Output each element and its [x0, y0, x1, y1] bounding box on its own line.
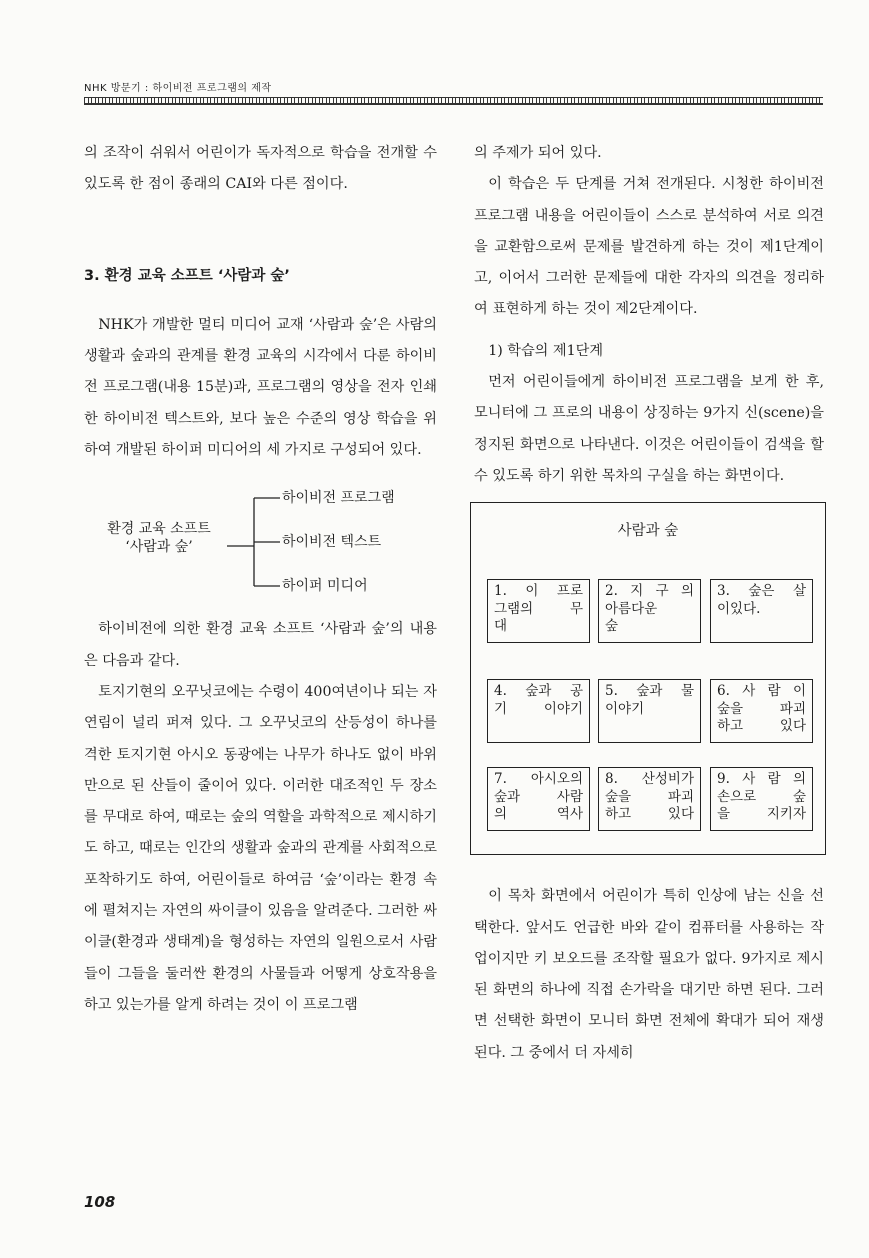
contents-cell-7: 7. 아시오의 숲과 사람 의 역사	[487, 767, 590, 831]
contents-screen-title: 사람과 숲	[617, 523, 679, 540]
paragraph-theme: 의 주제가 되어 있다.	[474, 145, 602, 161]
contents-cell-5: 5. 숲과 물 이야기	[598, 679, 701, 743]
right-column	[474, 138, 824, 1069]
section-heading: 3. 환경 교육 소프트 ‘사람과 숲’	[84, 267, 290, 284]
running-head: NHK 방문기 : 하이비전 프로그램의 제작	[84, 83, 272, 94]
contents-cell-8: 8. 산성비가 숲을 파괴 하고 있다	[598, 767, 701, 831]
paragraph-contents-selection: 이 목차 화면에서 어린이가 특히 인상에 남는 신을 선택한다. 앞서도 언급한 바와 같이 컴퓨터를 사용하는 작업이지만 키 보오드를 조작할 필요가 없다. 9가지로 제시된 화면의 하나에 직접 손가락을 대기만 하면 된다. 그러면 선택한 화면이 모니터 화면 전체에 확대가 되어 재생된다. 그 중에서 더 자세히	[474, 888, 824, 1061]
paragraph-content-intro: 하이비전에 의한 환경 교육 소프트 ‘사람과 숲’의 내용은 다음과 같다.	[84, 621, 437, 669]
paragraph-content-body: 토지기현의 오꾸닛코에는 수령이 400여년이나 되는 자연림이 널리 퍼져 있다. 그 오꾸닛코의 산등성이 하나를 격한 토지기현 아시오 동광에는 나무가 하나도 없이 바위만으로 된 산들이 줄이어 있다. 이러한 대조적인 두 장소를 무대로 하여, 때로는 숲의 역할을 과학적으로 제시하기도 하고, 때로는 인간의 생활과 숲과의 관계를 사회적으로 포착하기도 하여, 어린이들로 하여금 ‘숲’이라는 환경 속에 펼쳐지는 자연의 싸이클이 있음을 알려준다. 그러한 싸이클(환경과 생태계)을 형성하는 자연의 일원으로서 사람들이 그들을 둘러싼 환경의 사물들과 어떻게 상호작용을 하고 있는가를 알게 하려는 것이 이 프로그램	[84, 683, 437, 1013]
contents-cell-2: 2. 지 구 의 아름다운 숲	[598, 579, 701, 643]
tree-branch-hypermedia: 하이퍼 미디어	[282, 578, 368, 595]
tree-branch-program: 하이비전 프로그램	[282, 490, 395, 507]
tree-root-line-1: 환경 교육 소프트	[107, 521, 211, 538]
composition-tree-diagram	[84, 480, 437, 608]
contents-cell-1: 1. 이 프로 그램의 무 대	[487, 579, 590, 643]
contents-cell-9: 9. 사 람 의 손으로 숲 을 지키자	[710, 767, 813, 831]
paragraph-stage-1: 먼저 어린이들에게 하이비전 프로그램을 보게 한 후, 모니터에 그 프로의 내용이 상징하는 9가지 신(scene)을 정지된 화면으로 나타낸다. 이것은 어린이들이 검색을 할 수 있도록 하기 위한 목차의 구실을 하는 화면이다.	[474, 374, 824, 484]
tree-root-line-2: ‘사람과 숲’	[125, 539, 193, 556]
contents-cell-4: 4. 숲과 공 기 이야기	[487, 679, 590, 743]
paragraph-two-stages: 이 학습은 두 단계를 거쳐 전개된다. 시청한 하이비전 프로그램 내용을 어린이들이 스스로 분석하여 서로 의견을 교환함으로써 문제를 발견하게 하는 것이 제1단계이고, 이어서 그러한 문제들에 대한 각자의 의견을 정리하여 표현하게 하는 것이 제2단계이다.	[474, 176, 824, 318]
contents-cell-6: 6. 사 람 이 숲을 파괴 하고 있다	[710, 679, 813, 743]
paragraph-software-composition: NHK가 개발한 멀티 미디어 교재 ‘사람과 숲’은 사람의 생활과 숲과의 관계를 환경 교육의 시각에서 다룬 하이비전 프로그램(내용 15분)과, 프로그램의 영상을 전자 인쇄한 하이비전 텍스트와, 보다 높은 수준의 영상 학습을 위하여 개발된 하이퍼 미디어의 세 가지로 구성되어 있다.	[84, 316, 437, 459]
page-number: 108	[84, 1193, 116, 1211]
tree-root	[92, 520, 226, 556]
sub-heading-stage-1: 1) 학습의 제1단계	[488, 342, 604, 359]
contents-cell-3: 3. 숲은 살 이있다.	[710, 579, 813, 643]
tree-branch-text: 하이비전 텍스트	[282, 534, 382, 551]
left-column	[84, 138, 437, 1021]
contents-screen-figure	[470, 502, 826, 855]
intro-paragraph: 의 조작이 쉬워서 어린이가 독자적으로 학습을 전개할 수 있도록 한 점이 종래의 CAI와 다른 점이다.	[84, 145, 437, 193]
header-rule	[84, 97, 823, 105]
